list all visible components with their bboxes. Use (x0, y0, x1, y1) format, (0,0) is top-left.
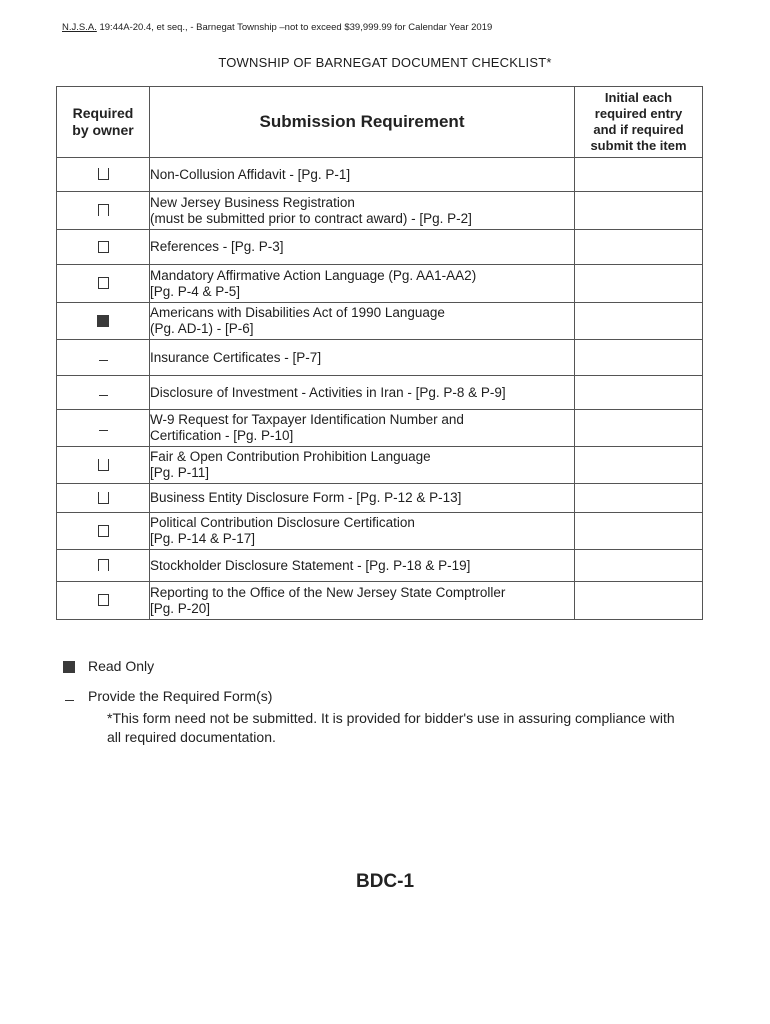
submission-requirement-cell (150, 484, 575, 513)
requirement-line: References - [Pg. P-3] (150, 239, 284, 254)
initial-entry-cell[interactable] (575, 447, 703, 484)
checklist-row (57, 447, 703, 484)
requirement-line: Business Entity Disclosure Form - [Pg. P-12 & P-13] (150, 490, 462, 505)
submission-requirement-cell (150, 447, 575, 484)
requirement-line: Political Contribution Disclosure Certification (150, 515, 415, 530)
requirement-line: Certification - [Pg. P-10] (150, 428, 294, 443)
legend-read-only-label: Read Only (88, 658, 155, 674)
checklist-row (57, 265, 703, 303)
submission-requirement-cell (150, 230, 575, 265)
filled-box-icon (62, 658, 76, 674)
submission-requirement-cell (150, 376, 575, 410)
footnote-line1: *This form need not be submitted. It is provided for bidder's use in assuring compliance with (107, 710, 675, 726)
checkbox-icon (98, 277, 109, 289)
checkbox-icon (98, 241, 109, 253)
column-header-initial-line4: submit the item (590, 138, 687, 153)
dash-marker-icon (99, 395, 108, 396)
requirement-line: Non-Collusion Affidavit - [Pg. P-1] (150, 166, 351, 182)
submission-requirement-cell (150, 303, 575, 340)
checkbox-icon (98, 459, 109, 471)
checklist-row (57, 410, 703, 447)
legend-read-only (62, 658, 154, 674)
requirement-line: W-9 Request for Taxpayer Identification Number and (150, 412, 464, 427)
header-citation-text: 19:44A-20.4, et seq., - Barnegat Township –not to exceed $39,999.99 for Calendar Year 2019 (96, 22, 493, 33)
column-header-initial-line2: required entry (594, 106, 683, 121)
checkbox-icon (98, 204, 109, 216)
requirement-line: (must be submitted prior to contract award) - [Pg. P-2] (150, 210, 472, 226)
requirement-line: [Pg. P-20] (150, 600, 211, 616)
required-marker-cell (57, 230, 150, 265)
required-marker-cell (57, 340, 150, 376)
requirement-line: [Pg. P-4 & P-5] (150, 283, 241, 299)
initial-entry-cell[interactable] (575, 582, 703, 620)
checklist-row (57, 340, 703, 376)
legend-provide-form-label: Provide the Required Form(s) (88, 688, 273, 704)
legend-provide-form (62, 688, 272, 704)
dash-marker-icon (99, 430, 108, 431)
required-marker-cell (57, 303, 150, 340)
column-header-required-line2: by owner (72, 122, 134, 138)
initial-entry-cell[interactable] (575, 513, 703, 550)
table-header-row (57, 87, 703, 158)
required-marker-cell (57, 582, 150, 620)
submission-requirement-cell (150, 192, 575, 230)
required-marker-cell (57, 376, 150, 410)
submission-requirement-cell (150, 410, 575, 447)
initial-entry-cell[interactable] (575, 376, 703, 410)
checklist-row (57, 303, 703, 340)
initial-entry-cell[interactable] (575, 484, 703, 513)
checklist-row (57, 230, 703, 265)
checkbox-icon (98, 594, 109, 606)
requirement-line: (Pg. AD-1) - [P-6] (150, 321, 254, 336)
submission-requirement-cell (150, 158, 575, 192)
required-marker-cell (57, 192, 150, 230)
required-marker-cell (57, 265, 150, 303)
document-title: TOWNSHIP OF BARNEGAT DOCUMENT CHECKLIST* (218, 55, 552, 70)
column-header-initial-line3: and if required (593, 122, 684, 137)
requirement-line: [Pg. P-14 & P-17] (150, 531, 256, 546)
required-marker-cell (57, 410, 150, 447)
checklist-row (57, 550, 703, 582)
checkbox-icon (98, 559, 109, 571)
column-header-required (57, 87, 150, 158)
checklist-row (57, 158, 703, 192)
initial-entry-cell[interactable] (575, 265, 703, 303)
required-marker-cell (57, 484, 150, 513)
initial-entry-cell[interactable] (575, 192, 703, 230)
initial-entry-cell[interactable] (575, 550, 703, 582)
checklist-row (57, 513, 703, 550)
requirement-line: Americans with Disabilities Act of 1990 Language (150, 305, 445, 320)
requirement-line: New Jersey Business Registration (150, 194, 355, 210)
header-citation-line (62, 22, 492, 33)
column-header-required-line1: Required (72, 105, 134, 121)
checklist-row (57, 192, 703, 230)
checkbox-icon (98, 168, 109, 180)
document-checklist-table (56, 86, 703, 620)
submission-requirement-cell (150, 513, 575, 550)
checkbox-icon (98, 525, 109, 537)
filled-box-icon (97, 315, 109, 327)
initial-entry-cell[interactable] (575, 158, 703, 192)
checkbox-icon (98, 492, 109, 504)
requirement-line: Mandatory Affirmative Action Language (Pg. AA1-AA2) (150, 267, 477, 283)
checklist-row (57, 484, 703, 513)
column-header-initial (575, 87, 703, 158)
requirement-line: Insurance Certificates - [P-7] (150, 349, 322, 365)
footnote (107, 709, 727, 747)
submission-requirement-cell (150, 340, 575, 376)
requirement-line: Reporting to the Office of the New Jersey State Comptroller (150, 584, 506, 600)
checklist-row (57, 376, 703, 410)
initial-entry-cell[interactable] (575, 410, 703, 447)
required-marker-cell (57, 447, 150, 484)
required-marker-cell (57, 513, 150, 550)
header-citation: N.J.S.A. (62, 22, 97, 33)
submission-requirement-cell (150, 582, 575, 620)
required-marker-cell (57, 158, 150, 192)
dash-marker-icon (62, 688, 76, 704)
column-header-initial-line1: Initial each (604, 90, 673, 105)
requirement-line: [Pg. P-11] (150, 465, 210, 480)
submission-requirement-cell (150, 550, 575, 582)
dash-marker-icon (99, 360, 108, 361)
requirement-line: Stockholder Disclosure Statement - [Pg. P-18 & P-19] (150, 557, 471, 573)
submission-requirement-cell (150, 265, 575, 303)
required-marker-cell (57, 550, 150, 582)
initial-entry-cell[interactable] (575, 340, 703, 376)
column-header-submission: Submission Requirement (150, 87, 575, 158)
form-code: BDC-1 (355, 871, 415, 892)
footnote-line2: all required documentation. (107, 729, 276, 745)
requirement-line: Disclosure of Investment - Activities in Iran - [Pg. P-8 & P-9] (150, 384, 506, 400)
initial-entry-cell[interactable] (575, 303, 703, 340)
checklist-row (57, 582, 703, 620)
initial-entry-cell[interactable] (575, 230, 703, 265)
requirement-line: Fair & Open Contribution Prohibition Language (150, 449, 431, 464)
